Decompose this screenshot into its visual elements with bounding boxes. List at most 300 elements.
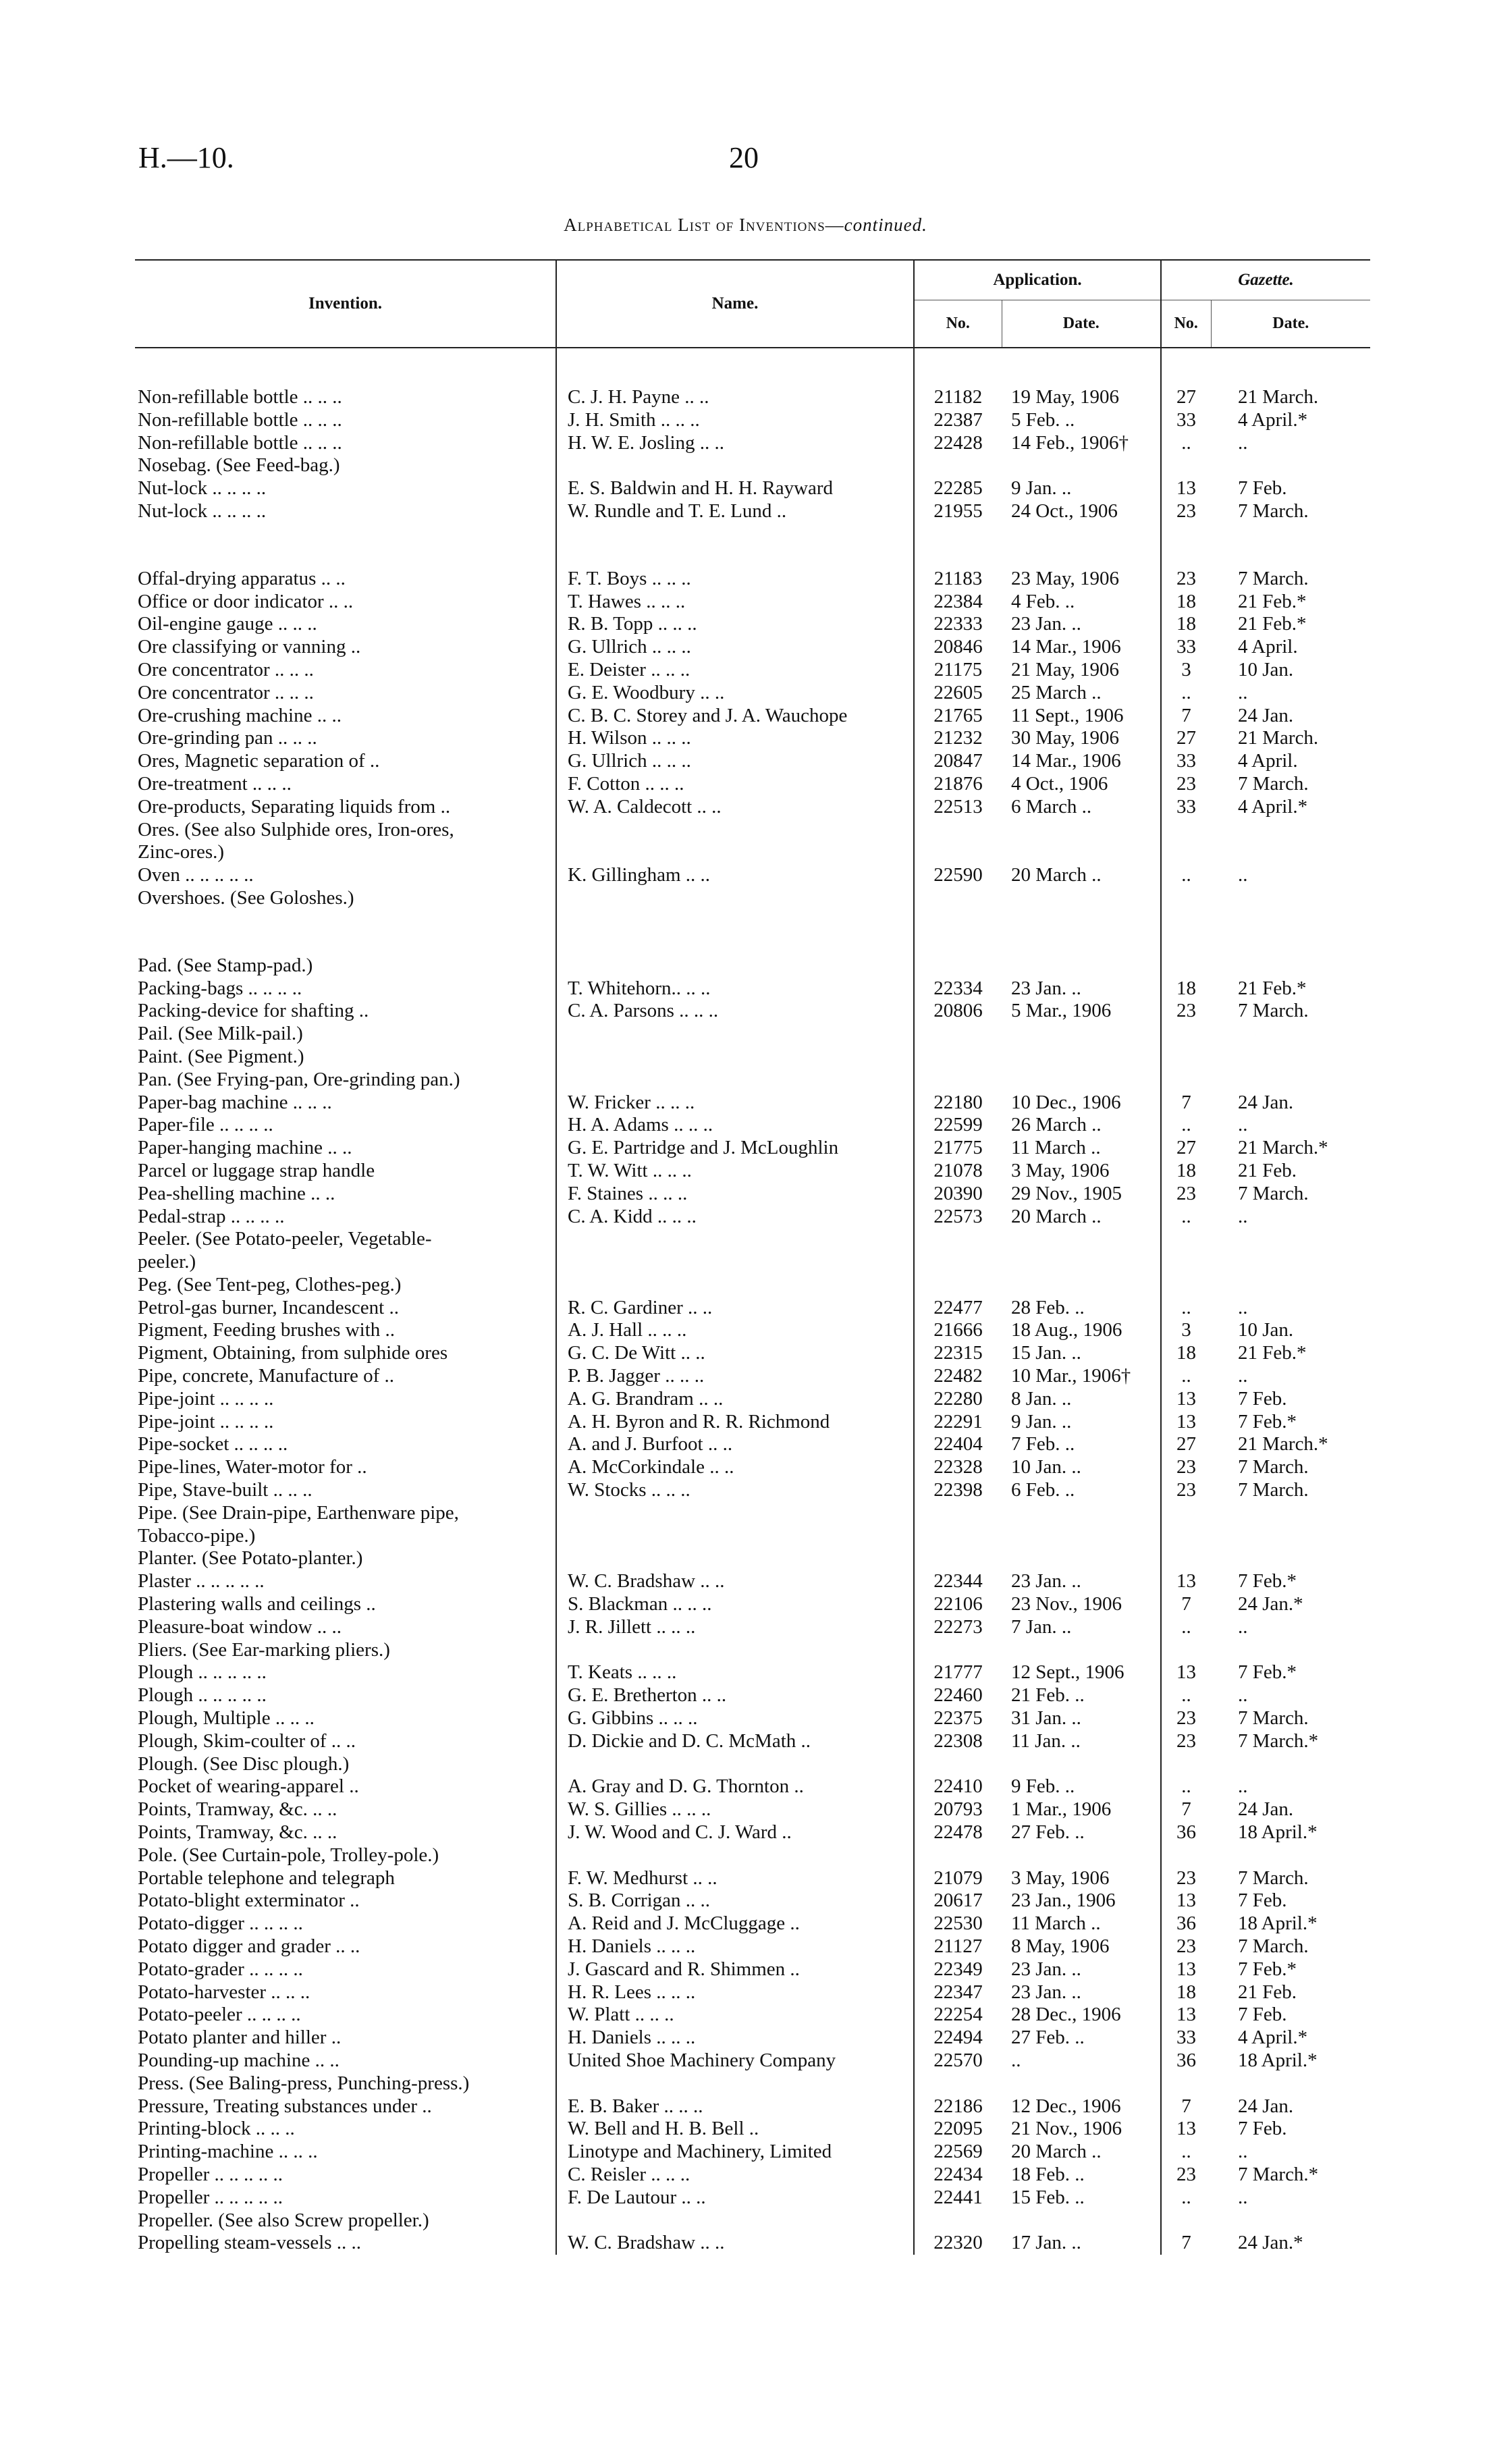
gazette-no-cell: 7 xyxy=(1181,2232,1191,2254)
gazette-date-cell: 7 March. xyxy=(1238,1867,1309,1889)
gazette-date-cell xyxy=(1211,1639,1370,1662)
application-date-cell: 4 Feb. .. xyxy=(1002,591,1161,614)
gazette-no-cell: 33 xyxy=(1176,795,1196,818)
gazette-date-cell: .. xyxy=(1238,1205,1248,1227)
table-row xyxy=(135,1616,1370,1639)
application-no-cell xyxy=(914,2209,1002,2232)
gazette-no-cell: 18 xyxy=(1176,1159,1196,1181)
gazette-date-cell: 7 March. xyxy=(1238,1479,1309,1501)
gazette-date-cell xyxy=(1211,2072,1370,2095)
table-row xyxy=(135,1000,1370,1023)
gap-cell xyxy=(1002,910,1161,955)
application-no-cell: 22441 xyxy=(933,2186,983,2208)
table-row xyxy=(135,1092,1370,1115)
gazette-no-cell: .. xyxy=(1181,1205,1191,1227)
invention-cell: Pliers. (See Ear-marking pliers.) xyxy=(135,1639,556,1662)
table-row xyxy=(135,1661,1370,1684)
application-no-cell: 22333 xyxy=(933,613,983,635)
invention-cell: Ore-products, Separating liquids from .. xyxy=(135,796,556,819)
application-no-cell: 22494 xyxy=(933,2027,983,2049)
gazette-no-cell: .. xyxy=(1181,2186,1191,2208)
gazette-no-cell: 23 xyxy=(1176,1000,1196,1022)
invention-cell: Propelling steam-vessels .. .. xyxy=(135,2232,556,2255)
gazette-no-cell: 23 xyxy=(1176,567,1196,589)
name-cell: F. Staines .. .. .. xyxy=(556,1183,914,1206)
name-cell: T. Whitehorn.. .. .. xyxy=(556,977,914,1000)
gazette-date-cell xyxy=(1211,2209,1370,2232)
application-date-cell: 28 Feb. .. xyxy=(1002,1297,1161,1320)
invention-cell: Offal-drying apparatus .. .. xyxy=(135,568,556,591)
application-date-cell: 14 Mar., 1906 xyxy=(1002,636,1161,659)
table-row xyxy=(135,1206,1370,1229)
application-date-cell: 23 Jan. .. xyxy=(1002,1570,1161,1593)
gazette-no-cell xyxy=(1161,454,1211,477)
gazette-no-cell: 36 xyxy=(1176,1912,1196,1935)
name-cell: E. S. Baldwin and H. H. Rayward xyxy=(556,477,914,500)
table-row xyxy=(135,955,1370,977)
table-row xyxy=(135,1479,1370,1502)
application-no-cell xyxy=(914,1228,1002,1251)
gazette-no-cell: 13 xyxy=(1176,1387,1196,1410)
gazette-no-cell xyxy=(1161,1251,1211,1274)
application-no-cell: 22254 xyxy=(933,2004,983,2026)
table-row xyxy=(135,1890,1370,1912)
invention-cell: Pipe-joint .. .. .. .. xyxy=(135,1388,556,1411)
name-cell: H. R. Lees .. .. .. xyxy=(556,1981,914,2004)
invention-cell: Potato-digger .. .. .. .. xyxy=(135,1912,556,1935)
section-gap xyxy=(135,910,1370,955)
column-header-application-date: Date. xyxy=(1002,300,1161,348)
table-row xyxy=(135,1867,1370,1890)
invention-cell: Plough .. .. .. .. .. xyxy=(135,1661,556,1684)
invention-cell: Pipe. (See Drain-pipe, Earthenware pipe, xyxy=(135,1502,556,1525)
application-no-cell xyxy=(914,819,1002,842)
application-no-cell: 20846 xyxy=(933,636,983,658)
name-cell xyxy=(556,1023,914,1046)
application-date-cell: 23 May, 1906 xyxy=(1002,568,1161,591)
application-no-cell: 22387 xyxy=(933,408,983,431)
name-cell: A. Gray and D. G. Thornton .. xyxy=(556,1775,914,1798)
table-row xyxy=(135,1593,1370,1616)
gazette-date-cell: 21 March. xyxy=(1238,727,1319,749)
name-cell: A. Reid and J. McCluggage .. xyxy=(556,1912,914,1935)
gazette-no-cell: 33 xyxy=(1176,408,1196,431)
gazette-date-cell: 4 April. xyxy=(1238,636,1298,658)
application-date-cell xyxy=(1002,1251,1161,1274)
gazette-no-cell: .. xyxy=(1181,431,1191,454)
invention-cell: Plaster .. .. .. .. .. xyxy=(135,1570,556,1593)
gazette-date-cell xyxy=(1211,1844,1370,1867)
gazette-no-cell: 3 xyxy=(1181,658,1191,680)
name-cell: E. B. Baker .. .. .. xyxy=(556,2095,914,2118)
gazette-no-cell: .. xyxy=(1181,1775,1191,1798)
application-no-cell: 21955 xyxy=(933,500,983,522)
gazette-no-cell: 23 xyxy=(1176,1479,1196,1501)
invention-cell: Pedal-strap .. .. .. .. xyxy=(135,1206,556,1229)
application-no-cell: 22273 xyxy=(933,1615,983,1638)
gazette-no-cell: 27 xyxy=(1176,386,1196,408)
gazette-no-cell: 7 xyxy=(1181,2095,1191,2117)
gazette-date-cell: 21 March. xyxy=(1238,386,1319,408)
gazette-no-cell: 27 xyxy=(1176,727,1196,749)
gap-cell xyxy=(1161,523,1211,568)
application-no-cell: 22599 xyxy=(933,1114,983,1136)
gazette-no-cell xyxy=(1161,1525,1211,1548)
invention-cell: Tobacco-pipe.) xyxy=(135,1525,556,1548)
name-cell xyxy=(556,454,914,477)
application-date-cell: 27 Feb. .. xyxy=(1002,2027,1161,2050)
table-row xyxy=(135,750,1370,773)
table-row xyxy=(135,1775,1370,1798)
name-cell xyxy=(556,819,914,842)
table-row xyxy=(135,2187,1370,2209)
invention-cell: Plough, Multiple .. .. .. xyxy=(135,1707,556,1730)
gazette-no-cell: 13 xyxy=(1176,2118,1196,2140)
name-cell: C. A. Parsons .. .. .. xyxy=(556,1000,914,1023)
gazette-no-cell: 13 xyxy=(1176,1410,1196,1432)
name-cell: J. Gascard and R. Shimmen .. xyxy=(556,1958,914,1981)
gazette-date-cell: 7 March.* xyxy=(1238,1730,1319,1752)
gazette-no-cell: 7 xyxy=(1181,1593,1191,1615)
gazette-date-cell: 7 Feb.* xyxy=(1238,1661,1297,1684)
application-no-cell: 20847 xyxy=(933,750,983,772)
application-date-cell: 19 May, 1906 xyxy=(1002,348,1161,409)
invention-cell: Ore concentrator .. .. .. xyxy=(135,659,556,682)
application-date-cell: 26 March .. xyxy=(1002,1114,1161,1137)
gazette-no-cell: .. xyxy=(1181,1114,1191,1136)
name-cell: D. Dickie and D. C. McMath .. xyxy=(556,1730,914,1753)
gazette-date-cell xyxy=(1211,1046,1370,1069)
application-date-cell: 3 May, 1906 xyxy=(1002,1160,1161,1183)
application-date-cell xyxy=(1002,819,1161,842)
application-date-cell xyxy=(1002,1753,1161,1776)
application-date-cell: 21 Nov., 1906 xyxy=(1002,2118,1161,2141)
application-no-cell xyxy=(914,1023,1002,1046)
invention-cell: Ore classifying or vanning .. xyxy=(135,636,556,659)
application-date-cell: 8 Jan. .. xyxy=(1002,1388,1161,1411)
table-row xyxy=(135,819,1370,842)
name-cell: W. A. Caldecott .. .. xyxy=(556,796,914,819)
application-no-cell: 21232 xyxy=(933,727,983,749)
application-no-cell: 20806 xyxy=(933,1000,983,1022)
application-no-cell: 22410 xyxy=(933,1775,983,1798)
application-date-cell: 21 May, 1906 xyxy=(1002,659,1161,682)
gazette-date-cell: .. xyxy=(1238,1684,1248,1707)
application-no-cell: 22334 xyxy=(933,977,983,999)
application-date-cell: 10 Mar., 1906† xyxy=(1002,1365,1161,1388)
name-cell: W. Bell and H. B. Bell .. xyxy=(556,2118,914,2141)
gazette-date-cell xyxy=(1211,1251,1370,1274)
name-cell: R. B. Topp .. .. .. xyxy=(556,613,914,636)
application-date-cell: 5 Feb. .. xyxy=(1002,409,1161,432)
name-cell: J. R. Jillett .. .. .. xyxy=(556,1616,914,1639)
name-cell: A. J. Hall .. .. .. xyxy=(556,1319,914,1342)
gazette-date-cell: 10 Jan. xyxy=(1238,1319,1294,1341)
table-row xyxy=(135,2027,1370,2050)
gap-cell xyxy=(135,910,556,955)
table-row xyxy=(135,432,1370,455)
application-date-cell: 9 Jan. .. xyxy=(1002,477,1161,500)
application-date-cell: 4 Oct., 1906 xyxy=(1002,773,1161,796)
application-no-cell: 22106 xyxy=(933,1593,983,1615)
application-no-cell: 22477 xyxy=(933,1296,983,1318)
application-date-cell: 9 Jan. .. xyxy=(1002,1411,1161,1434)
gazette-date-cell: 4 April. xyxy=(1238,750,1298,772)
name-cell: H. A. Adams .. .. .. xyxy=(556,1114,914,1137)
gap-cell xyxy=(1002,523,1161,568)
gazette-no-cell: 23 xyxy=(1176,1707,1196,1730)
gazette-no-cell xyxy=(1161,1046,1211,1069)
application-no-cell: 21078 xyxy=(933,1159,983,1181)
application-no-cell: 21182 xyxy=(933,386,983,408)
table-row xyxy=(135,2004,1370,2027)
gazette-date-cell: 7 March. xyxy=(1238,500,1309,522)
gazette-date-cell xyxy=(1211,887,1370,910)
gazette-no-cell xyxy=(1161,819,1211,842)
application-no-cell: 22347 xyxy=(933,1981,983,2003)
application-date-cell: 23 Nov., 1906 xyxy=(1002,1593,1161,1616)
invention-cell: Plough. (See Disc plough.) xyxy=(135,1753,556,1776)
application-date-cell: 15 Jan. .. xyxy=(1002,1342,1161,1365)
gap-cell xyxy=(1161,910,1211,955)
gazette-date-cell: .. xyxy=(1238,681,1248,703)
name-cell: R. C. Gardiner .. .. xyxy=(556,1297,914,1320)
gazette-no-cell xyxy=(1161,1639,1211,1662)
gazette-no-cell xyxy=(1161,1502,1211,1525)
list-title-text: Alphabetical List of Inventions— xyxy=(564,215,844,235)
name-cell: T. W. Witt .. .. .. xyxy=(556,1160,914,1183)
table-row xyxy=(135,1547,1370,1570)
name-cell: W. Rundle and T. E. Lund .. xyxy=(556,500,914,523)
application-date-cell xyxy=(1002,1525,1161,1548)
application-no-cell: 21777 xyxy=(933,1661,983,1684)
table-row xyxy=(135,1707,1370,1730)
invention-cell: Potato-peeler .. .. .. .. xyxy=(135,2004,556,2027)
table-row xyxy=(135,1570,1370,1593)
gazette-date-cell: 7 March. xyxy=(1238,567,1309,589)
table-row xyxy=(135,1023,1370,1046)
application-date-cell: 18 Aug., 1906 xyxy=(1002,1319,1161,1342)
gap-cell xyxy=(135,523,556,568)
name-cell: A. H. Byron and R. R. Richmond xyxy=(556,1411,914,1434)
table-row xyxy=(135,1183,1370,1206)
gap-cell xyxy=(914,910,1002,955)
table-row xyxy=(135,500,1370,523)
gazette-date-cell: 24 Jan. xyxy=(1238,1798,1294,1821)
gazette-date-cell: 4 April.* xyxy=(1238,795,1308,818)
invention-cell: Pigment, Feeding brushes with .. xyxy=(135,1319,556,1342)
application-no-cell: 20617 xyxy=(933,1890,983,1912)
invention-cell: Printing-block .. .. .. xyxy=(135,2118,556,2141)
invention-cell: Paint. (See Pigment.) xyxy=(135,1046,556,1069)
table-row xyxy=(135,2095,1370,2118)
application-no-cell: 21079 xyxy=(933,1867,983,1889)
invention-cell: Pad. (See Stamp-pad.) xyxy=(135,955,556,977)
column-header-application: Application. xyxy=(914,260,1161,300)
table-row xyxy=(135,1069,1370,1092)
gazette-no-cell: .. xyxy=(1181,1684,1191,1707)
table-row xyxy=(135,2232,1370,2255)
gazette-no-cell: 18 xyxy=(1176,1981,1196,2003)
name-cell: W. C. Bradshaw .. .. xyxy=(556,1570,914,1593)
invention-cell: Press. (See Baling-press, Punching-press.) xyxy=(135,2072,556,2095)
invention-cell: Plastering walls and ceilings .. xyxy=(135,1593,556,1616)
gazette-date-cell: 21 Feb. xyxy=(1238,1159,1297,1181)
application-no-cell: 22291 xyxy=(933,1410,983,1432)
application-no-cell: 22186 xyxy=(933,2095,983,2117)
table-row xyxy=(135,1684,1370,1707)
application-no-cell: 22349 xyxy=(933,1958,983,1980)
application-date-cell: 12 Sept., 1906 xyxy=(1002,1661,1161,1684)
table-row xyxy=(135,1844,1370,1867)
application-no-cell: 22482 xyxy=(933,1365,983,1387)
gazette-date-cell xyxy=(1211,1525,1370,1548)
table-row xyxy=(135,568,1370,591)
application-date-cell: 11 March .. xyxy=(1002,1912,1161,1935)
application-no-cell: 22428 xyxy=(933,431,983,454)
application-no-cell xyxy=(914,841,1002,864)
application-no-cell: 22180 xyxy=(933,1091,983,1113)
invention-cell: Office or door indicator .. .. xyxy=(135,591,556,614)
name-cell: C. A. Kidd .. .. .. xyxy=(556,1206,914,1229)
gazette-no-cell: 18 xyxy=(1176,590,1196,612)
invention-cell: Zinc-ores.) xyxy=(135,841,556,864)
gazette-date-cell: .. xyxy=(1238,1775,1248,1798)
invention-cell: Printing-machine .. .. .. xyxy=(135,2141,556,2164)
gazette-no-cell xyxy=(1161,1844,1211,1867)
name-cell: H. Daniels .. .. .. xyxy=(556,2027,914,2050)
table-row xyxy=(135,636,1370,659)
gazette-no-cell: 18 xyxy=(1176,1342,1196,1364)
invention-cell: Oven .. .. .. .. .. xyxy=(135,864,556,887)
gazette-date-cell: .. xyxy=(1238,1114,1248,1136)
application-no-cell xyxy=(914,1069,1002,1092)
table-row xyxy=(135,1821,1370,1844)
application-no-cell: 22384 xyxy=(933,590,983,612)
application-date-cell: 9 Feb. .. xyxy=(1002,1775,1161,1798)
application-date-cell: 11 Jan. .. xyxy=(1002,1730,1161,1753)
application-date-cell: 20 March .. xyxy=(1002,1206,1161,1229)
gazette-date-cell: 7 Feb.* xyxy=(1238,1570,1297,1592)
application-date-cell: 25 March .. xyxy=(1002,682,1161,705)
application-no-cell: 22530 xyxy=(933,1912,983,1935)
invention-cell: Peg. (See Tent-peg, Clothes-peg.) xyxy=(135,1274,556,1297)
gazette-date-cell: 7 March. xyxy=(1238,1935,1309,1957)
table-row xyxy=(135,864,1370,887)
name-cell: G. Gibbins .. .. .. xyxy=(556,1707,914,1730)
gazette-date-cell: 7 March. xyxy=(1238,1000,1309,1022)
column-header-name: Name. xyxy=(556,260,914,348)
table-row xyxy=(135,1046,1370,1069)
invention-cell: Potato-harvester .. .. .. xyxy=(135,1981,556,2004)
name-cell xyxy=(556,841,914,864)
table-row xyxy=(135,682,1370,705)
application-no-cell xyxy=(914,1274,1002,1297)
application-no-cell: 21175 xyxy=(933,658,983,680)
invention-cell: Pipe, concrete, Manufacture of .. xyxy=(135,1365,556,1388)
table-row xyxy=(135,1411,1370,1434)
gazette-date-cell: 7 Feb.* xyxy=(1238,1958,1297,1980)
gazette-date-cell: 24 Jan. xyxy=(1238,1091,1294,1113)
invention-cell: Overshoes. (See Goloshes.) xyxy=(135,887,556,910)
invention-cell: Pipe-joint .. .. .. .. xyxy=(135,1411,556,1434)
gazette-no-cell: 23 xyxy=(1176,1456,1196,1478)
gazette-no-cell: 36 xyxy=(1176,1821,1196,1844)
gazette-date-cell: 21 Feb.* xyxy=(1238,590,1307,612)
application-no-cell: 20390 xyxy=(933,1182,983,1204)
gazette-no-cell xyxy=(1161,887,1211,910)
gazette-no-cell: 33 xyxy=(1176,636,1196,658)
invention-cell: Planter. (See Potato-planter.) xyxy=(135,1547,556,1570)
application-date-cell xyxy=(1002,887,1161,910)
invention-cell: Plough .. .. .. .. .. xyxy=(135,1684,556,1707)
gazette-date-cell xyxy=(1211,1023,1370,1046)
application-no-cell xyxy=(914,1639,1002,1662)
gazette-date-cell: 18 April.* xyxy=(1238,1912,1318,1935)
gazette-date-cell: .. xyxy=(1238,1296,1248,1318)
table-row xyxy=(135,659,1370,682)
gazette-date-cell: 10 Jan. xyxy=(1238,658,1294,680)
invention-cell: Packing-bags .. .. .. .. xyxy=(135,977,556,1000)
name-cell xyxy=(556,1547,914,1570)
application-no-cell: 22573 xyxy=(933,1205,983,1227)
invention-cell: Paper-bag machine .. .. .. xyxy=(135,1092,556,1115)
gazette-date-cell: 7 Feb. xyxy=(1238,1890,1287,1912)
table-row xyxy=(135,1365,1370,1388)
application-date-cell xyxy=(1002,1069,1161,1092)
application-date-cell: 15 Feb. .. xyxy=(1002,2187,1161,2209)
gazette-date-cell: 21 Feb.* xyxy=(1238,977,1307,999)
invention-cell: Propeller .. .. .. .. .. xyxy=(135,2187,556,2209)
name-cell: S. Blackman .. .. .. xyxy=(556,1593,914,1616)
application-no-cell xyxy=(914,1046,1002,1069)
gazette-date-cell: 7 Feb.* xyxy=(1238,1410,1297,1432)
application-no-cell: 21876 xyxy=(933,772,983,795)
gazette-no-cell: .. xyxy=(1181,2141,1191,2163)
application-date-cell xyxy=(1002,1274,1161,1297)
invention-cell: Pipe-lines, Water-motor for .. xyxy=(135,1456,556,1479)
application-no-cell: 22398 xyxy=(933,1479,983,1501)
table-row xyxy=(135,591,1370,614)
gazette-date-cell: .. xyxy=(1238,431,1248,454)
invention-cell: Petrol-gas burner, Incandescent .. xyxy=(135,1297,556,1320)
table-row xyxy=(135,1114,1370,1137)
table-row xyxy=(135,1525,1370,1548)
gazette-no-cell: 27 xyxy=(1176,1433,1196,1455)
gazette-no-cell xyxy=(1161,2209,1211,2232)
gazette-no-cell: 3 xyxy=(1181,1319,1191,1341)
application-no-cell: 22570 xyxy=(933,2049,983,2071)
application-date-cell: 6 Feb. .. xyxy=(1002,1479,1161,1502)
name-cell: A. and J. Burfoot .. .. xyxy=(556,1433,914,1456)
invention-cell: Plough, Skim-coulter of .. .. xyxy=(135,1730,556,1753)
column-header-gazette-no: No. xyxy=(1161,300,1211,348)
table-row xyxy=(135,1798,1370,1821)
invention-cell: Paper-hanging machine .. .. xyxy=(135,1137,556,1160)
application-date-cell: 24 Oct., 1906 xyxy=(1002,500,1161,523)
table-row xyxy=(135,1730,1370,1753)
gazette-no-cell: 23 xyxy=(1176,772,1196,795)
invention-cell: Pipe, Stave-built .. .. .. xyxy=(135,1479,556,1502)
name-cell: W. Fricker .. .. .. xyxy=(556,1092,914,1115)
gap-cell xyxy=(1211,523,1370,568)
gazette-date-cell xyxy=(1211,841,1370,864)
gazette-no-cell: 23 xyxy=(1176,500,1196,522)
application-no-cell: 21183 xyxy=(933,567,983,589)
invention-cell: Ore concentrator .. .. .. xyxy=(135,682,556,705)
application-no-cell xyxy=(914,1251,1002,1274)
table-row xyxy=(135,977,1370,1000)
